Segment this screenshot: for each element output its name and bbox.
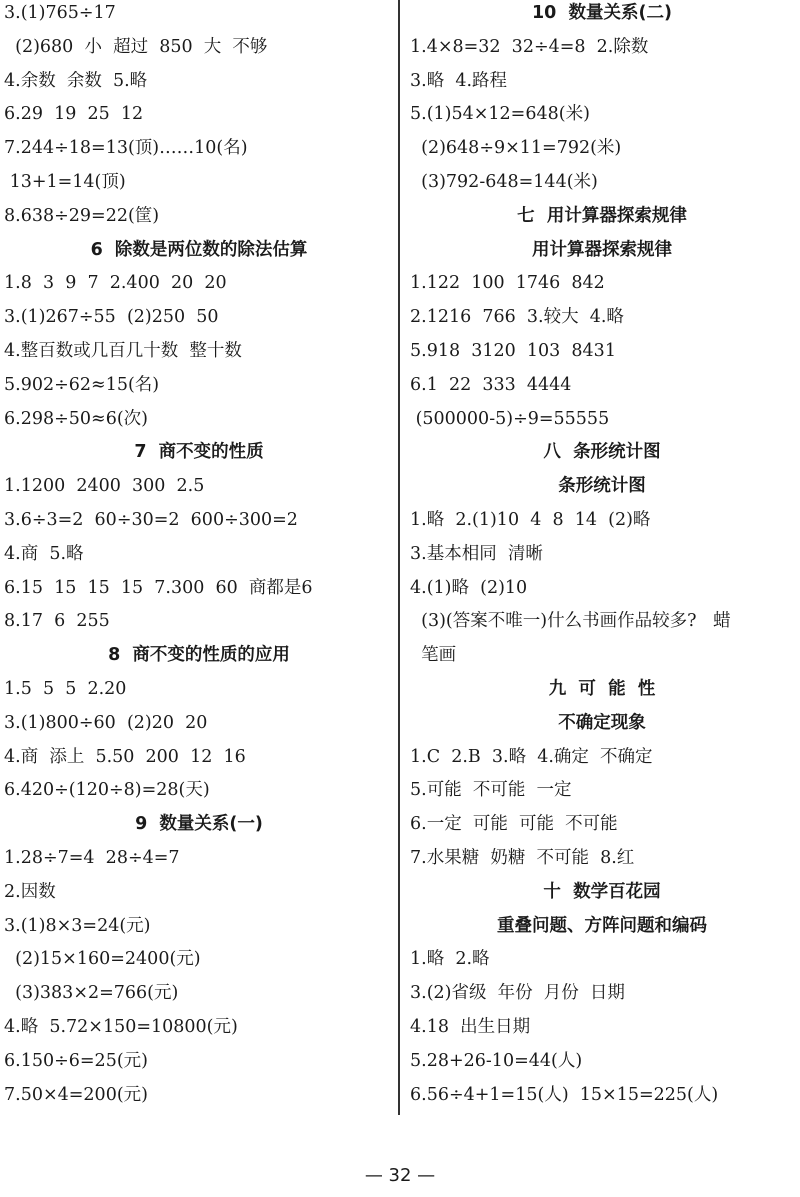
column-divider	[398, 0, 400, 1115]
answer-line: 4.18 出生日期	[410, 1017, 531, 1037]
answer-line: 5.918 3120 103 8431	[410, 341, 616, 361]
answer-line: 6.一定 可能 可能 不可能	[410, 814, 618, 835]
section-heading: 9 数量关系(一)	[135, 814, 263, 835]
answer-line: (3)383×2=766(元)	[4, 983, 179, 1004]
answer-line: 3.(2)省级 年份 月份 日期	[410, 983, 625, 1004]
section-heading: 条形统计图	[558, 476, 646, 497]
answer-line: 7.50×4=200(元)	[4, 1084, 148, 1105]
answer-line: 3.(1)8×3=24(元)	[4, 915, 151, 936]
answer-line: 8.638÷29=22(筐)	[4, 205, 160, 226]
section-heading: 7 商不变的性质	[134, 442, 264, 463]
answer-line: 4.余数 余数 5.略	[4, 70, 148, 91]
answer-line: 6.15 15 15 15 7.300 60 商都是6	[4, 577, 313, 598]
answer-line: (500000-5)÷9=55555	[410, 408, 610, 429]
answer-line: 6.1 22 333 4444	[410, 374, 572, 395]
answer-line: (2)15×160=2400(元)	[4, 949, 201, 970]
answer-line: (2)648÷9×11=792(米)	[410, 138, 622, 159]
section-heading: 重叠问题、方阵问题和编码	[497, 915, 707, 936]
answer-line: 6.420÷(120÷8)=28(天)	[4, 780, 210, 801]
answer-line: 13+1=14(顶)	[4, 172, 126, 192]
answer-line: 6.298÷50≈6(次)	[4, 408, 148, 429]
answer-line: 1.略 2.(1)10 4 8 14 (2)略	[410, 510, 651, 530]
answer-line: 4.商 5.略	[4, 543, 84, 564]
answer-line: 1.122 100 1746 842	[410, 273, 605, 294]
section-heading: 不确定现象	[558, 712, 646, 733]
answer-line: 5.902÷62≈15(名)	[4, 374, 160, 395]
section-heading: 九 可 能 性	[548, 679, 656, 699]
answer-line: 1.C 2.B 3.略 4.确定 不确定	[410, 746, 653, 767]
section-heading: 10 数量关系(二)	[531, 3, 673, 23]
section-heading: 十 数学百花园	[543, 881, 661, 902]
answer-line: 3.(1)765÷17	[4, 3, 116, 23]
answer-line: 4.商 添上 5.50 200 12 16	[4, 746, 246, 767]
answer-line: 1.5 5 5 2.20	[4, 679, 127, 699]
answer-line: 4.整百数或几百几十数 整十数	[4, 341, 242, 361]
answer-line: 1.28÷7=4 28÷4=7	[4, 848, 180, 868]
answer-line: 3.基本相同 清晰	[410, 543, 543, 564]
answer-line: 6.56÷4+1=15(人) 15×15=225(人)	[410, 1084, 719, 1105]
answer-line: 7.水果糖 奶糖 不可能 8.红	[410, 848, 635, 868]
answer-line: (3)(答案不唯一)什么书画作品较多? 蜡	[410, 611, 731, 632]
answer-line: 1.8 3 9 7 2.400 20 20	[4, 273, 227, 294]
answer-line: 1.4×8=32 32÷4=8 2.除数	[410, 36, 649, 57]
section-heading: 8 商不变的性质的应用	[108, 645, 290, 666]
answer-line: 6.150÷6=25(元)	[4, 1050, 148, 1071]
section-heading: 七 用计算器探索规律	[517, 205, 687, 226]
answer-line: (3)792-648=144(米)	[410, 172, 598, 192]
answer-line: 2.1216 766 3.较大 4.略	[410, 307, 624, 328]
answer-line: 1.略 2.略	[410, 949, 490, 970]
answer-line: 5.可能 不可能 一定	[410, 780, 572, 801]
answer-line: 5.28+26-10=44(人)	[410, 1050, 583, 1071]
section-heading: 八 条形统计图	[543, 442, 661, 463]
page-number: — 32 —	[364, 1165, 436, 1186]
answer-line: 1.1200 2400 300 2.5	[4, 476, 205, 497]
answer-line: 3.6÷3=2 60÷30=2 600÷300=2	[4, 510, 298, 530]
answer-line: 4.(1)略 (2)10	[410, 577, 528, 598]
section-heading: 用计算器探索规律	[532, 239, 672, 260]
answer-line: 5.(1)54×12=648(米)	[410, 104, 590, 125]
answer-line: 2.因数	[4, 881, 56, 902]
answer-line: 6.29 19 25 12	[4, 104, 144, 125]
answer-line: 7.244÷18=13(顶)……10(名)	[4, 138, 248, 159]
section-heading: 6 除数是两位数的除法估算	[90, 239, 308, 260]
answer-line: 4.略 5.72×150=10800(元)	[4, 1017, 238, 1037]
answer-line: 3.略 4.路程	[410, 70, 508, 91]
answer-line: 3.(1)800÷60 (2)20 20	[4, 712, 208, 733]
answer-line: 笔画	[410, 645, 457, 666]
answer-line: 3.(1)267÷55 (2)250 50	[4, 307, 219, 328]
answer-line: 8.17 6 255	[4, 611, 110, 632]
answer-line: (2)680 小 超过 850 大 不够	[4, 36, 268, 57]
